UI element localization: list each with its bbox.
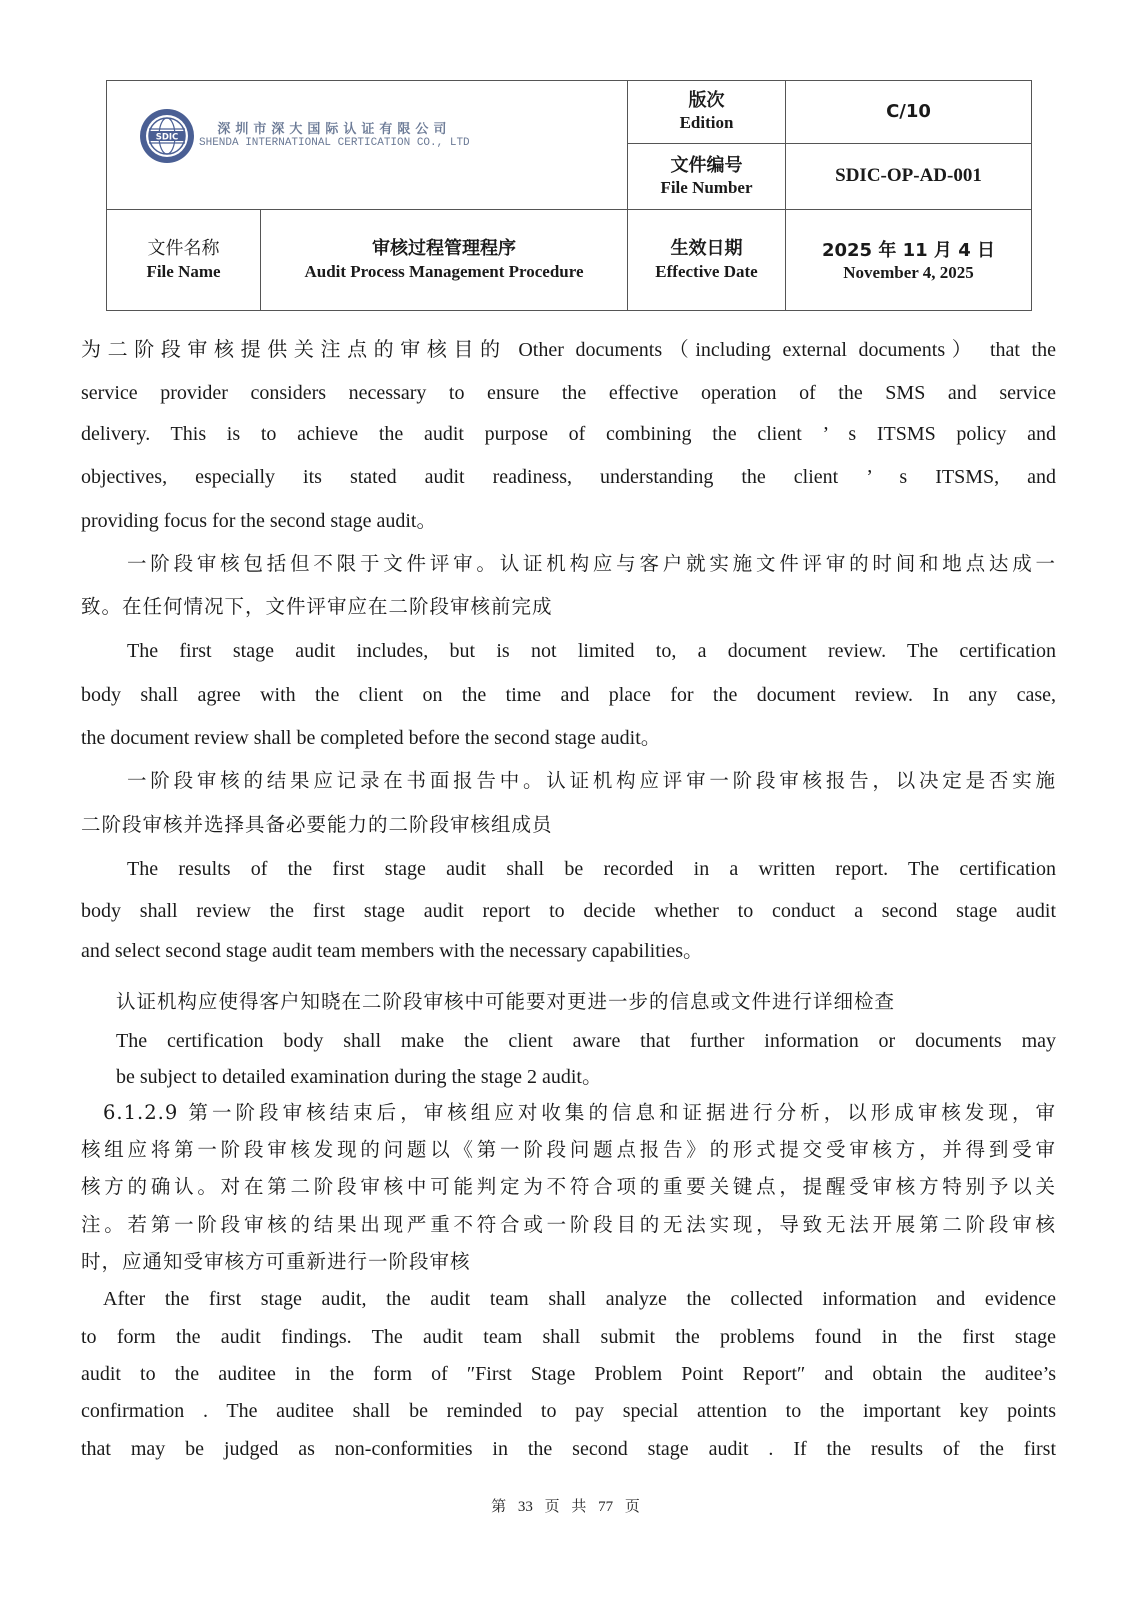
sdic-globe-logo-icon (139, 108, 195, 164)
body-line: service provider considers necessary to ensure the effective operation of the SMS and service (81, 382, 1056, 404)
body-line: 时，应通知受审核方可重新进行一阶段审核 (81, 1250, 471, 1273)
body-line: 认证机构应使得客户知晓在二阶段审核中可能要对更进一步的信息或文件进行详细检查 (116, 990, 896, 1013)
file-name-value: 审核过程管理程序 Audit Process Management Procedure (261, 210, 628, 311)
body-line: 注。若第一阶段审核的结果出现严重不符合或一阶段目的无法实现，导致无法开展第二阶段审核 (81, 1213, 1056, 1236)
body-line: delivery. This is to achieve the audit purpose of combining the client ’ s ITSMS policy and (81, 423, 1056, 445)
body-line: The first stage audit includes, but is not limited to, a document review. The certification (127, 640, 1056, 662)
body-line: objectives, especially its stated audit readiness, understanding the client ’ s ITSMS, and (81, 466, 1056, 488)
document-header-table (106, 80, 1032, 311)
effective-date-label: 生效日期 Effective Date (628, 210, 786, 311)
svg-text:SDIC: SDIC (155, 132, 179, 143)
body-line: 核组应将第一阶段审核发现的问题以《第一阶段问题点报告》的形式提交受审核方，并得到受审 (81, 1138, 1056, 1161)
body-line: 核方的确认。对在第二阶段审核中可能判定为不符合项的重要关键点，提醒受审核方特别予以关 (81, 1175, 1056, 1198)
body-line: confirmation . The auditee shall be reminded to pay special attention to the important key points (81, 1400, 1056, 1422)
company-name-en: SHENDA INTERNATIONAL CERTICATION CO., LTD (199, 137, 470, 150)
edition-value: C/10 (786, 81, 1032, 144)
body-line: body shall agree with the client on the time and place for the document review. In any case, (81, 684, 1056, 706)
body-line: 致。在任何情况下，文件评审应在二阶段审核前完成 (81, 595, 553, 618)
body-line: the document review shall be completed before the second stage audit。 (81, 727, 661, 749)
file-name-label: 文件名称 File Name (107, 210, 261, 311)
body-line: 二阶段审核并选择具备必要能力的二阶段审核组成员 (81, 813, 553, 836)
body-line: 一阶段审核包括但不限于文件评审。认证机构应与客户就实施文件评审的时间和地点达成一 (127, 552, 1056, 575)
file-number-value: SDIC-OP-AD-001 (786, 143, 1032, 210)
body-line: that may be judged as non-conformities in the second stage audit . If the results of the first (81, 1438, 1056, 1460)
body-line: and select second stage audit team members with the necessary capabilities。 (81, 940, 704, 962)
body-line: The results of the first stage audit shall be recorded in a written report. The certification (127, 858, 1056, 880)
body-line: to form the audit findings. The audit team shall submit the problems found in the first stage (81, 1326, 1056, 1348)
body-line: providing focus for the second stage audit。 (81, 510, 437, 532)
body-line: 一阶段审核的结果应记录在书面报告中。认证机构应评审一阶段审核报告，以决定是否实施 (127, 769, 1056, 792)
edition-label: 版次 Edition (628, 81, 786, 144)
file-number-label: 文件编号 File Number (628, 143, 786, 210)
company-logo (139, 108, 470, 164)
company-logo-cell (107, 81, 628, 210)
page-number-footer: 第 33 页 共 77 页 (491, 1499, 640, 1515)
body-line: audit to the auditee in the form of ″First Stage Problem Point Report″ and obtain the auditee’s (81, 1363, 1056, 1385)
body-line: 为二阶段审核提供关注点的审核目的 Other documents（including external documents） that the (81, 339, 1056, 361)
body-line: The certification body shall make the client aware that further information or documents may (116, 1030, 1056, 1052)
effective-date-value: 2025 年 11 月 4 日 November 4, 2025 (786, 210, 1032, 311)
company-name-cn: 深圳市深大国际认证有限公司 (217, 121, 452, 137)
body-line: be subject to detailed examination during the stage 2 audit。 (116, 1066, 602, 1088)
body-line: 6.1.2.9 第一阶段审核结束后，审核组应对收集的信息和证据进行分析，以形成审核发现，审 (103, 1101, 1056, 1124)
body-line: body shall review the first stage audit report to decide whether to conduct a second stage audit (81, 900, 1056, 922)
body-line: After the first stage audit, the audit team shall analyze the collected information and evidence (103, 1288, 1056, 1310)
